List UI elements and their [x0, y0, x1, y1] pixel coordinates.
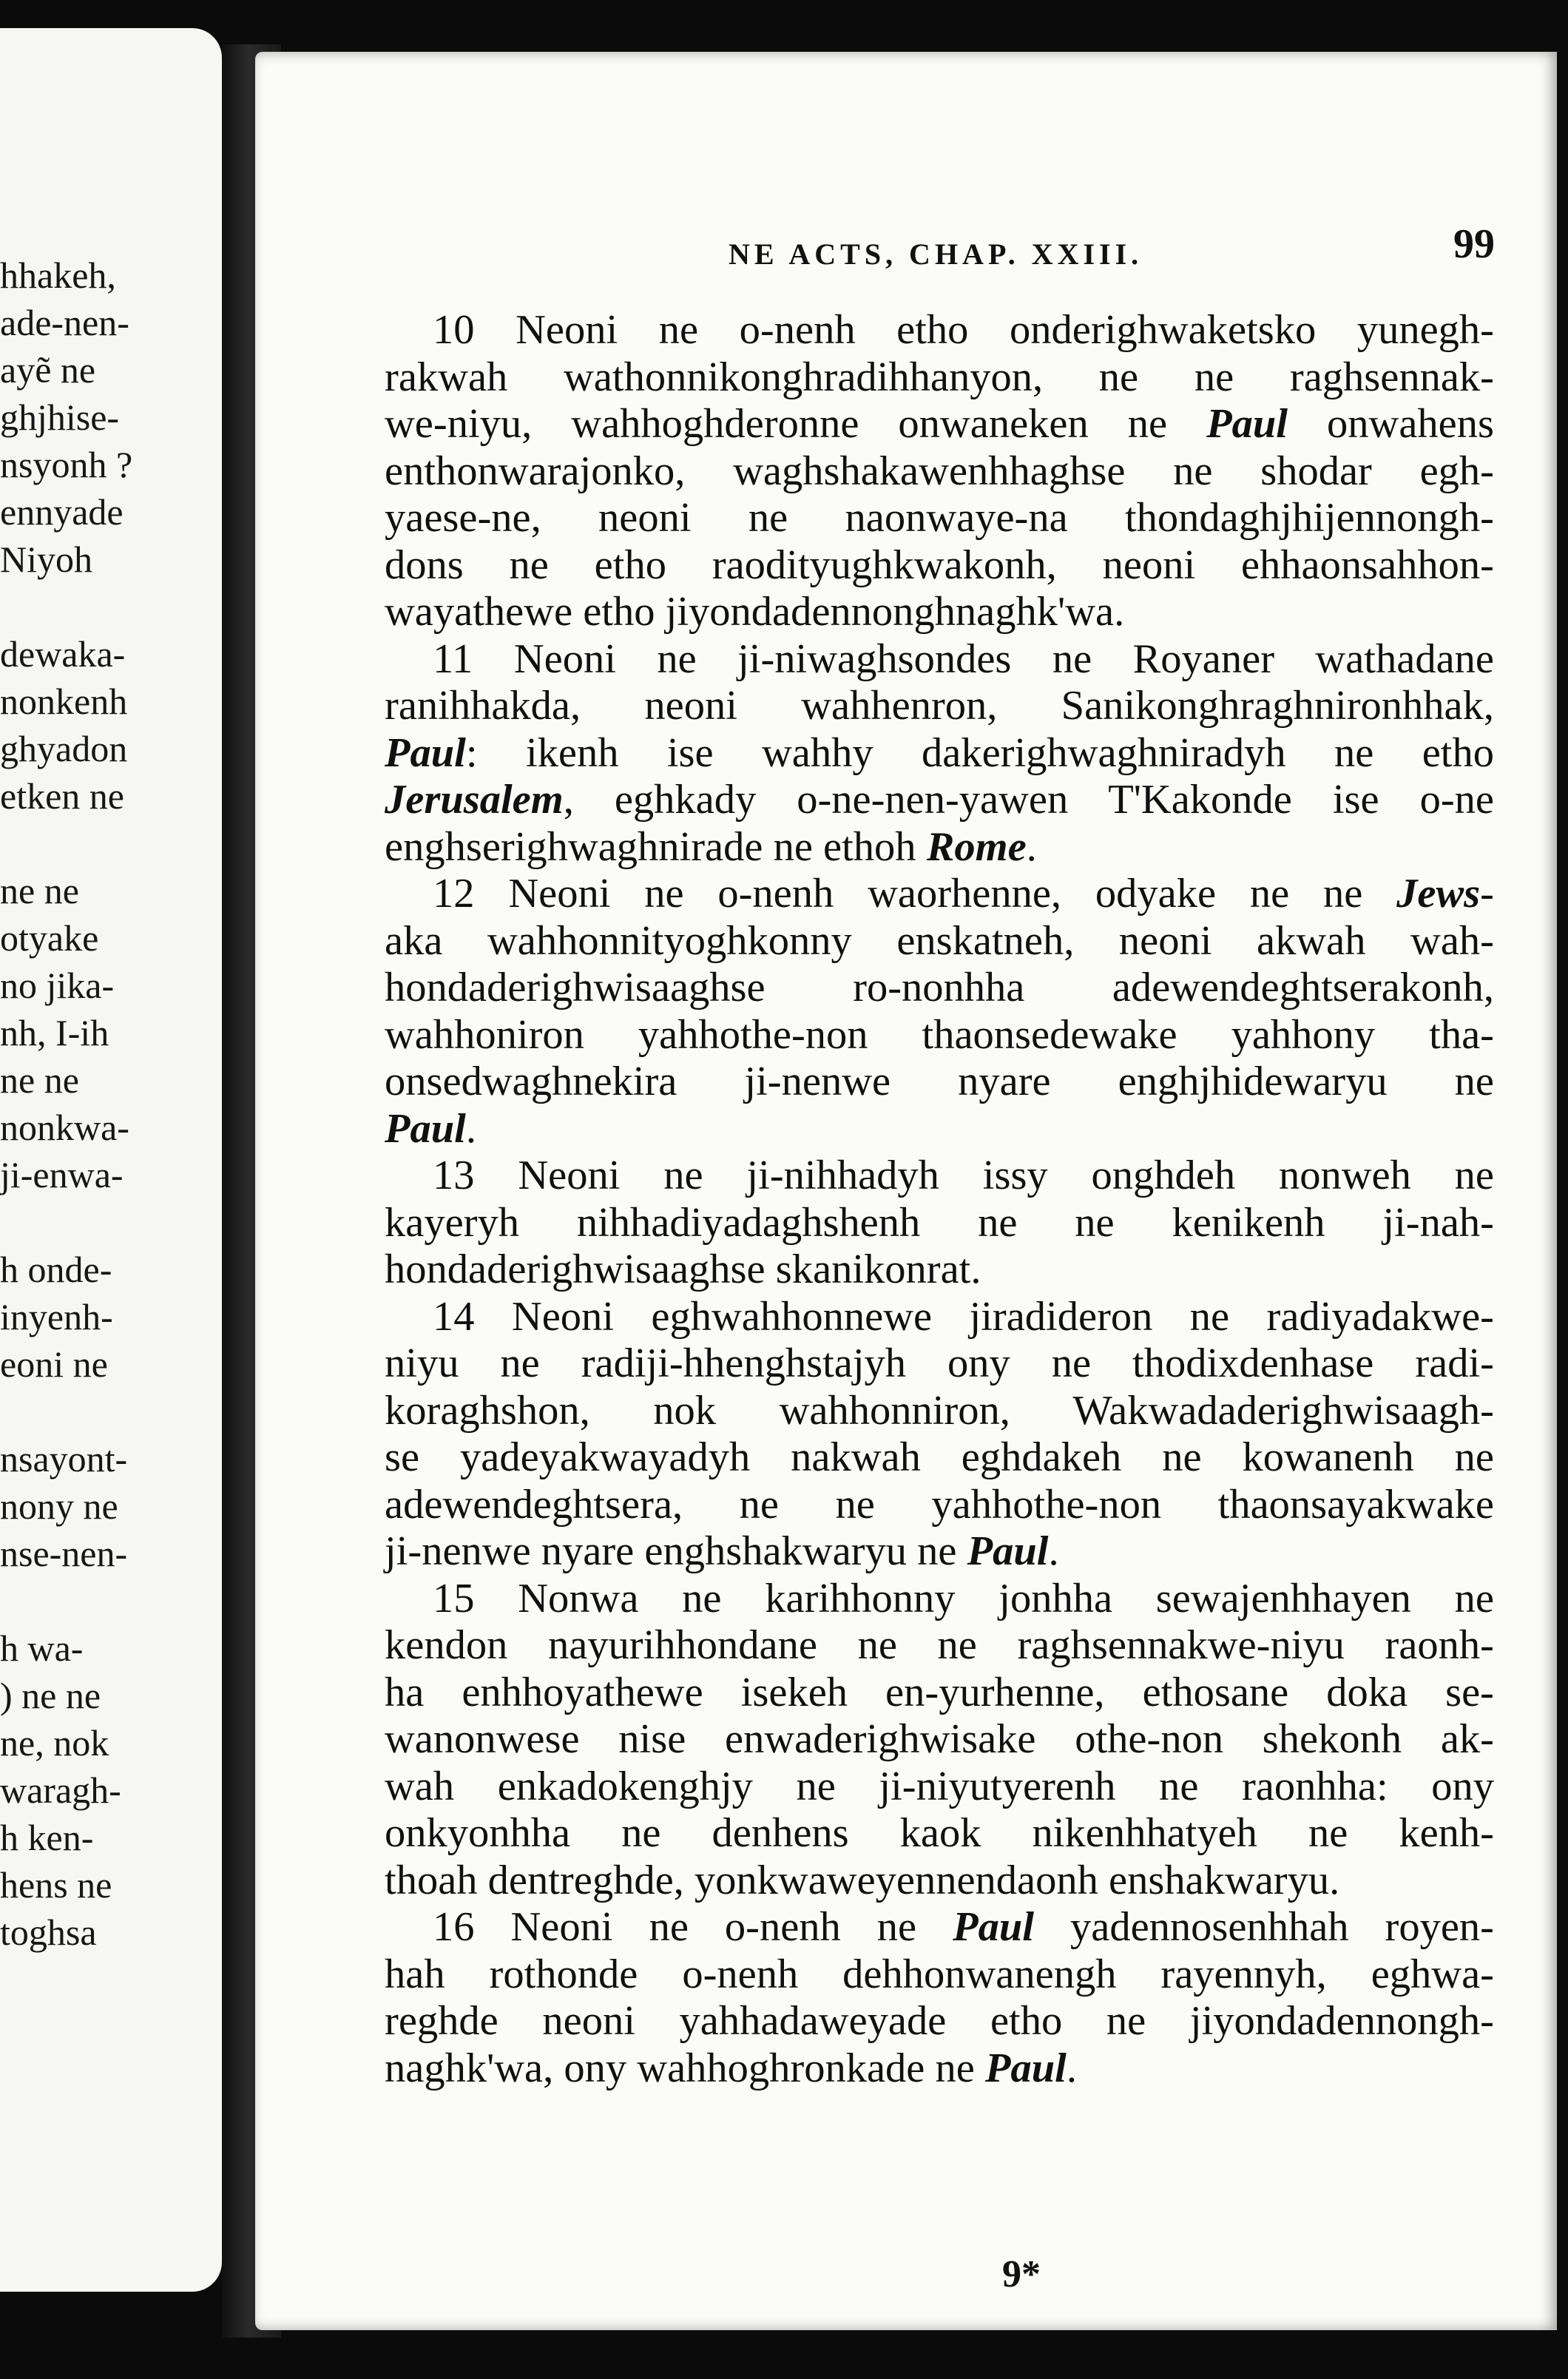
- left-page-line: ne, nok: [0, 1722, 109, 1764]
- right-page: [255, 52, 1557, 2330]
- left-page-line: ) ne ne: [0, 1675, 101, 1716]
- text-line: hah rothonde o-nenh dehhonwanengh rayennyh, eghwa-: [385, 1951, 1494, 1997]
- left-page-gap: [0, 1198, 222, 1246]
- running-head: NE ACTS, CHAP. XXIII.: [729, 237, 1143, 271]
- left-facing-page: [0, 28, 222, 2292]
- left-page-text: [0, 252, 222, 1956]
- text-line: Paul.: [385, 1105, 477, 1152]
- left-page-line: toghsa: [0, 1911, 97, 1953]
- left-page-line: hens ne: [0, 1864, 112, 1906]
- verse-paragraph: [385, 1294, 1494, 1576]
- left-page-line: dewaka-: [0, 633, 126, 675]
- left-page-line: h onde-: [0, 1249, 112, 1290]
- left-page-line: ne ne: [0, 1059, 79, 1101]
- left-page-line: ghjhise-: [0, 396, 120, 438]
- text-line: onkyonhha ne denhens kaok nikenhhatyeh ne kenh-: [385, 1810, 1494, 1856]
- text-line: kayeryh nihhadiyadaghshenh ne ne kenikenh ji-nah-: [385, 1199, 1494, 1246]
- verse-paragraph: [385, 307, 1494, 636]
- verse-paragraph: [385, 1904, 1494, 2092]
- text-line: aka wahhonnityoghkonny enskatneh, neoni akwah wah-: [385, 917, 1494, 964]
- text-line: ranihhakda, neoni wahhenron, Sanikonghraghnironhhak,: [385, 683, 1494, 729]
- left-page-line: no jika-: [0, 965, 115, 1006]
- left-page-line: ennyade: [0, 491, 124, 533]
- left-page-gap: [0, 820, 222, 867]
- page-number: 99: [1453, 221, 1495, 267]
- left-page-line: ade-nen-: [0, 302, 129, 343]
- left-page-line: h ken-: [0, 1817, 94, 1858]
- text-line: kendon nayurihhondane ne ne raghsennakwe-niyu raonh-: [385, 1622, 1494, 1668]
- verse-paragraph: [385, 1153, 1494, 1294]
- text-line: Jerusalem, eghkady o-ne-nen-yawen T'Kakonde ise o-ne: [385, 777, 1494, 823]
- left-page-line: etken ne: [0, 775, 124, 817]
- left-page-line: ji-enwa-: [0, 1154, 124, 1195]
- left-page-line: Niyoh: [0, 539, 92, 580]
- text-line: wayathewe etho jiyondadennonghnaghk'wa.: [385, 589, 1125, 635]
- left-page-line: otyake: [0, 917, 99, 959]
- text-line: we-niyu, wahhoghderonne onwaneken ne Paul onwahens: [385, 401, 1494, 447]
- text-line: 15 Nonwa ne karihhonny jonhha sewajenhhayen ne: [433, 1575, 1494, 1622]
- left-page-line: ne ne: [0, 870, 79, 911]
- text-line: rakwah wathonnikonghradihhanyon, ne ne raghsennak-: [385, 354, 1494, 400]
- text-line: 16 Neoni ne o-nenh ne Paul yadennosenhhah royen-: [433, 1904, 1494, 1950]
- left-page-line: nony ne: [0, 1485, 118, 1527]
- left-page-gap: [0, 583, 222, 630]
- text-line: wah enkadokenghjy ne ji-niyutyerenh ne raonhha: ony: [385, 1763, 1494, 1809]
- text-line: 14 Neoni eghwahhonnewe jiradideron ne radiyadakwe-: [433, 1293, 1494, 1340]
- left-page-line: waragh-: [0, 1769, 121, 1811]
- text-line: 10 Neoni ne o-nenh etho onderighwaketsko yunegh-: [433, 307, 1494, 353]
- left-page-gap: [0, 1577, 222, 1624]
- text-line: adewendeghtsera, ne ne yahhothe-non thaonsayakwake: [385, 1481, 1494, 1528]
- verse-paragraph: [385, 871, 1494, 1153]
- body-text: [385, 307, 1494, 2092]
- text-line: enthonwarajonko, waghshakawenhhaghse ne shodar egh-: [385, 448, 1494, 494]
- text-line: 11 Neoni ne ji-niwaghsondes ne Royaner wathadane: [433, 635, 1494, 682]
- verse-paragraph: [385, 1576, 1494, 1905]
- signature-mark: 9*: [1002, 2253, 1041, 2295]
- left-page-line: nonkwa-: [0, 1107, 129, 1148]
- left-page-line: h wa-: [0, 1627, 84, 1669]
- left-page-line: hhakeh,: [0, 254, 116, 296]
- text-line: dons ne etho raodityughkwakonh, neoni ehhaonsahhon-: [385, 541, 1494, 588]
- left-page-line: ayẽ ne: [0, 349, 96, 391]
- left-page-line: nsayont-: [0, 1438, 128, 1479]
- text-line: naghk'wa, ony wahhoghronkade ne Paul.: [385, 2045, 1077, 2091]
- text-line: ha enhhoyathewe isekeh en-yurhenne, ethosane doka se-: [385, 1669, 1494, 1715]
- left-page-line: ghyadon: [0, 728, 128, 769]
- left-page-gap: [0, 1388, 222, 1435]
- text-line: se yadeyakwayadyh nakwah eghdakeh ne kowanenh ne: [385, 1434, 1494, 1480]
- text-line: enghserighwaghnirade ne ethoh Rome.: [385, 823, 1037, 870]
- left-page-line: nsyonh ?: [0, 444, 133, 485]
- text-line: wahhoniron yahhothe-non thaonsedewake yahhony tha-: [385, 1011, 1494, 1058]
- verse-paragraph: [385, 636, 1494, 871]
- text-line: Paul: ikenh ise wahhy dakerighwaghniradyh ne etho: [385, 729, 1494, 776]
- text-line: yaese-ne, neoni ne naonwaye-na thondaghjhijennongh-: [385, 495, 1494, 541]
- text-line: wanonwese nise enwaderighwisake othe-non shekonh ak-: [385, 1716, 1494, 1762]
- text-line: niyu ne radiji-hhenghstajyh ony ne thodixdenhase radi-: [385, 1340, 1494, 1386]
- left-page-line: nh, I-ih: [0, 1012, 109, 1053]
- text-line: onsedwaghnekira ji-nenwe nyare enghjhidewaryu ne: [385, 1059, 1494, 1104]
- left-page-line: inyenh-: [0, 1296, 113, 1337]
- text-line: 13 Neoni ne ji-nihhadyh issy onghdeh nonweh ne: [433, 1153, 1494, 1198]
- text-line: 12 Neoni ne o-nenh waorhenne, odyake ne ne Jews-: [433, 871, 1494, 917]
- text-line: hondaderighwisaaghse ro-nonhha adewendeghtserakonh,: [385, 965, 1494, 1010]
- left-page-line: nonkenh: [0, 681, 128, 722]
- text-line: hondaderighwisaaghse skanikonrat.: [385, 1246, 981, 1292]
- text-line: ji-nenwe nyare enghshakwaryu ne Paul.: [385, 1528, 1059, 1574]
- left-page-line: nse-nen-: [0, 1533, 128, 1574]
- text-line: koraghshon, nok wahhonniron, Wakwadaderighwisaagh-: [385, 1387, 1494, 1434]
- text-line: reghde neoni yahhadaweyade etho ne jiyondadennongh-: [385, 1998, 1494, 2044]
- left-page-line: eoni ne: [0, 1343, 108, 1385]
- text-line: thoah dentreghde, yonkwaweyennendaonh enshakwaryu.: [385, 1857, 1340, 1903]
